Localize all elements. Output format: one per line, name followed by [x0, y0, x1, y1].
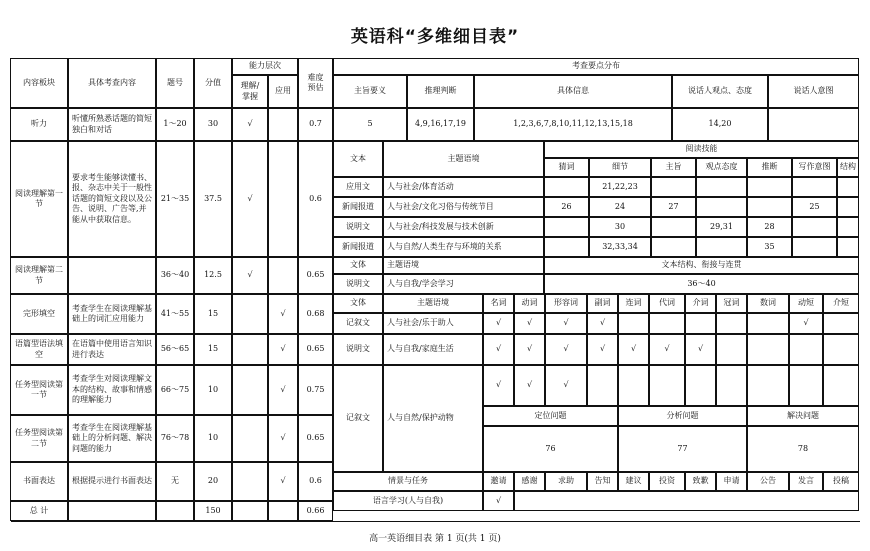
- cloze-score: 15: [194, 294, 232, 334]
- writing-type: 公告: [747, 472, 789, 491]
- total-label: 总 计: [10, 501, 68, 521]
- header-difficulty: 难度预估: [298, 58, 333, 108]
- pos-conjunction: 连词: [618, 294, 649, 313]
- skill-infer: 推断: [747, 158, 792, 177]
- reading1-row-infer: 28: [747, 217, 792, 237]
- writing-type: 邀请: [483, 472, 514, 491]
- check-mark: √: [232, 141, 268, 257]
- empty-cell: [823, 334, 859, 365]
- check-mark: √: [483, 334, 514, 365]
- dist-header-view: 说话人观点、态度: [672, 75, 768, 108]
- listening-detail-value: 1,2,3,6,7,8,10,11,12,13,15,18: [474, 108, 672, 141]
- reading1-row-view: 29,31: [696, 217, 747, 237]
- reading2-difficulty: 0.65: [298, 257, 333, 294]
- task1-module: 任务型阅读第一节: [10, 365, 68, 415]
- task1-content: 考查学生对阅读理解文本的结构、故事和情感的理解能力: [68, 365, 156, 415]
- empty-cell: [823, 365, 859, 406]
- pos-pronoun: 代词: [649, 294, 685, 313]
- empty-cell: [587, 365, 618, 406]
- grammar-difficulty: 0.65: [298, 334, 333, 365]
- reading1-row-infer: [747, 197, 792, 217]
- reading1-row-text: 新闻报道: [333, 237, 383, 257]
- cloze-difficulty: 0.68: [298, 294, 333, 334]
- reading1-row-guess: 26: [544, 197, 589, 217]
- reading1-row-intent: 25: [792, 197, 837, 217]
- reading1-row-structure: [837, 237, 859, 257]
- task2-difficulty: 0.65: [298, 415, 333, 462]
- check-mark: √: [268, 365, 298, 415]
- reading1-header-theme: 主题语境: [383, 141, 544, 177]
- task2-analyze-value: 77: [618, 426, 747, 472]
- header-apply: 应用: [268, 75, 298, 108]
- reading1-row-text: 说明文: [333, 217, 383, 237]
- reading1-row-structure: [837, 217, 859, 237]
- reading1-row-main: [651, 177, 696, 197]
- reading1-row-main: [651, 217, 696, 237]
- empty-cell: [232, 365, 268, 415]
- skill-structure: 结构: [837, 158, 859, 177]
- reading2-module: 阅读理解第二节: [10, 257, 68, 294]
- writing-items: 无: [156, 462, 194, 501]
- writing-theme: 语言学习(人与自我): [333, 491, 483, 511]
- check-mark: √: [618, 334, 649, 365]
- writing-score: 20: [194, 462, 232, 501]
- empty-cell: [789, 334, 823, 365]
- skill-intent: 写作意图: [792, 158, 837, 177]
- page-title: 英语科“多维细目表”: [350, 27, 520, 47]
- reading1-header-skills: 阅读技能: [544, 141, 859, 158]
- reading1-row-intent: [792, 237, 837, 257]
- listening-difficulty: 0.7: [298, 108, 333, 141]
- reading2-theme: 人与自我/学会学习: [383, 274, 544, 294]
- check-mark: √: [649, 334, 685, 365]
- dist-header-intent: 说话人意图: [768, 75, 859, 108]
- writing-type: 建议: [618, 472, 649, 491]
- pos-verb: 动词: [514, 294, 545, 313]
- empty-cell: [716, 365, 747, 406]
- grammar-theme: 人与自我/家庭生活: [383, 334, 483, 365]
- pos-article: 冠词: [716, 294, 747, 313]
- reading1-row-text: 新闻报道: [333, 197, 383, 217]
- reading2-text: 说明文: [333, 274, 383, 294]
- spec-table: [11, 59, 860, 522]
- reading1-content: 要求考生能够读懂书、报、杂志中关于一般性话题的简短文段以及公告、说明、广告等,并能从中获取信息。: [68, 141, 156, 257]
- listening-module: 听力: [10, 108, 68, 141]
- cloze-items: 41～55: [156, 294, 194, 334]
- skill-guess: 猜词: [544, 158, 589, 177]
- task1-difficulty: 0.75: [298, 365, 333, 415]
- empty-cell: [68, 501, 156, 521]
- task1-items: 66～75: [156, 365, 194, 415]
- header-content: 具体考查内容: [68, 58, 156, 108]
- empty-cell: [747, 365, 789, 406]
- listening-infer-value: 4,9,16,17,19: [407, 108, 474, 141]
- total-score: 150: [194, 501, 232, 521]
- grammar-module: 语篇型语法填空: [10, 334, 68, 365]
- writing-type: 投资: [649, 472, 685, 491]
- header-distribution: 考查要点分布: [333, 58, 859, 75]
- dist-header-infer: 推理判断: [407, 75, 474, 108]
- empty-cell: [685, 313, 716, 334]
- empty-cell: [232, 501, 268, 521]
- dist-header-detail: 具体信息: [474, 75, 672, 108]
- listening-view-value: 14,20: [672, 108, 768, 141]
- reading2-header-text: 文体: [333, 257, 383, 274]
- header-ability: 能力层次: [232, 58, 298, 75]
- header-understand: 理解/掌握: [232, 75, 268, 108]
- task1-score: 10: [194, 365, 232, 415]
- cloze-content: 考查学生在阅读理解基础上的词汇应用能力: [68, 294, 156, 334]
- empty-cell: [232, 294, 268, 334]
- check-mark: √: [232, 257, 268, 294]
- empty-cell: [268, 141, 298, 257]
- check-mark: √: [514, 365, 545, 406]
- pos-numeral: 数词: [747, 294, 789, 313]
- check-mark: √: [483, 365, 514, 406]
- writing-difficulty: 0.6: [298, 462, 333, 501]
- check-mark: √: [545, 334, 587, 365]
- empty-cell: [685, 365, 716, 406]
- check-mark: √: [587, 313, 618, 334]
- empty-cell: [747, 334, 789, 365]
- reading1-items: 21～35: [156, 141, 194, 257]
- empty-cell: [618, 313, 649, 334]
- check-mark: √: [545, 313, 587, 334]
- cloze-header-theme: 主题语境: [383, 294, 483, 313]
- reading1-row-structure: [837, 177, 859, 197]
- reading2-score: 12.5: [194, 257, 232, 294]
- task2-items: 76～78: [156, 415, 194, 462]
- empty-cell: [268, 257, 298, 294]
- reading1-row-theme: 人与社会/科技发展与技术创新: [383, 217, 544, 237]
- listening-items: 1～20: [156, 108, 194, 141]
- check-mark: √: [483, 491, 514, 511]
- reading1-row-theme: 人与社会/体育活动: [383, 177, 544, 197]
- header-module: 内容板块: [10, 58, 68, 108]
- empty-cell: [716, 313, 747, 334]
- reading1-row-text: 应用文: [333, 177, 383, 197]
- pos-adjective: 形容词: [545, 294, 587, 313]
- empty-cell: [232, 334, 268, 365]
- reading2-value: 36～40: [544, 274, 859, 294]
- reading1-row-detail: 21,22,23: [589, 177, 651, 197]
- skill-detail: 细节: [589, 158, 651, 177]
- empty-cell: [268, 501, 298, 521]
- reading1-row-main: [651, 237, 696, 257]
- grammar-content: 在语篇中使用语言知识进行表达: [68, 334, 156, 365]
- writing-content: 根据提示进行书面表达: [68, 462, 156, 501]
- task-text: 记叙文: [333, 365, 383, 472]
- writing-type: 感谢: [514, 472, 545, 491]
- header-score: 分值: [194, 58, 232, 108]
- writing-type: 发言: [789, 472, 823, 491]
- reading1-difficulty: 0.6: [298, 141, 333, 257]
- reading1-score: 37.5: [194, 141, 232, 257]
- task2-module: 任务型阅读第二节: [10, 415, 68, 462]
- reading1-row-view: [696, 177, 747, 197]
- check-mark: √: [268, 462, 298, 501]
- pos-verb-phrase: 动短: [789, 294, 823, 313]
- listening-intent-value: [768, 108, 859, 141]
- reading1-row-guess: [544, 177, 589, 197]
- reading1-row-guess: [544, 217, 589, 237]
- check-mark: √: [587, 334, 618, 365]
- check-mark: √: [232, 108, 268, 141]
- task2-header-analyze: 分析问题: [618, 406, 747, 426]
- reading1-row-view: [696, 197, 747, 217]
- cloze-module: 完形填空: [10, 294, 68, 334]
- total-difficulty: 0.66: [298, 501, 333, 521]
- task2-solve-value: 78: [747, 426, 859, 472]
- task-theme: 人与自然/保护动物: [383, 365, 483, 472]
- empty-cell: [618, 365, 649, 406]
- reading1-row-view: [696, 237, 747, 257]
- check-mark: √: [268, 334, 298, 365]
- listening-main-value: 5: [333, 108, 407, 141]
- task2-score: 10: [194, 415, 232, 462]
- skill-main: 主旨: [651, 158, 696, 177]
- empty-cell: [716, 334, 747, 365]
- task2-header-solve: 解决问题: [747, 406, 859, 426]
- check-mark: √: [514, 334, 545, 365]
- writing-type: 致歉: [685, 472, 716, 491]
- reading1-module: 阅读理解第一节: [10, 141, 68, 257]
- writing-type: 申请: [716, 472, 747, 491]
- check-mark: √: [268, 415, 298, 462]
- task2-content: 考查学生在阅读理解基础上的分析问题、解决问题的能力: [68, 415, 156, 462]
- empty-cell: [232, 462, 268, 501]
- reading1-row-intent: [792, 217, 837, 237]
- cloze-theme: 人与社会/乐于助人: [383, 313, 483, 334]
- reading2-items: 36～40: [156, 257, 194, 294]
- check-mark: √: [268, 294, 298, 334]
- empty-cell: [514, 491, 859, 511]
- cloze-text: 记叙文: [333, 313, 383, 334]
- reading2-header-theme: 主题语境: [383, 257, 544, 274]
- reading1-row-detail: 30: [589, 217, 651, 237]
- check-mark: √: [545, 365, 587, 406]
- reading1-row-guess: [544, 237, 589, 257]
- writing-type: 求助: [545, 472, 587, 491]
- listening-content: 听懂所熟悉话题的简短独白和对话: [68, 108, 156, 141]
- writing-header-theme: 情景与任务: [333, 472, 483, 491]
- empty-cell: [823, 313, 859, 334]
- reading1-row-detail: 24: [589, 197, 651, 217]
- empty-cell: [649, 365, 685, 406]
- reading1-row-structure: [837, 197, 859, 217]
- empty-cell: [649, 313, 685, 334]
- task2-header-locate: 定位问题: [483, 406, 618, 426]
- grammar-score: 15: [194, 334, 232, 365]
- pos-adverb: 副词: [587, 294, 618, 313]
- reading1-row-main: 27: [651, 197, 696, 217]
- empty-cell: [232, 415, 268, 462]
- pos-noun: 名词: [483, 294, 514, 313]
- header-item-no: 题号: [156, 58, 194, 108]
- writing-type: 告知: [587, 472, 618, 491]
- empty-cell: [156, 501, 194, 521]
- skill-view: 观点态度: [696, 158, 747, 177]
- page-footer: 高一英语细目表 第 1 页(共 1 页): [369, 534, 501, 544]
- reading1-header-text: 文本: [333, 141, 383, 177]
- pos-preposition: 介词: [685, 294, 716, 313]
- check-mark: √: [483, 313, 514, 334]
- writing-type: 投稿: [823, 472, 859, 491]
- reading1-row-detail: 32,33,34: [589, 237, 651, 257]
- reading1-row-infer: [747, 177, 792, 197]
- empty-cell: [68, 257, 156, 294]
- reading1-row-theme: 人与社会/文化习俗与传统节目: [383, 197, 544, 217]
- reading2-header-structure: 文本结构、衔接与连贯: [544, 257, 859, 274]
- check-mark: √: [514, 313, 545, 334]
- check-mark: √: [685, 334, 716, 365]
- task2-locate-value: 76: [483, 426, 618, 472]
- grammar-text: 说明文: [333, 334, 383, 365]
- empty-cell: [268, 108, 298, 141]
- listening-score: 30: [194, 108, 232, 141]
- empty-cell: [789, 365, 823, 406]
- grammar-items: 56～65: [156, 334, 194, 365]
- empty-cell: [747, 313, 789, 334]
- check-mark: √: [789, 313, 823, 334]
- pos-prep-phrase: 介短: [823, 294, 859, 313]
- dist-header-main: 主旨要义: [333, 75, 407, 108]
- cloze-header-text: 文体: [333, 294, 383, 313]
- reading1-row-intent: [792, 177, 837, 197]
- reading1-row-theme: 人与自然/人类生存与环境的关系: [383, 237, 544, 257]
- writing-module: 书面表达: [10, 462, 68, 501]
- reading1-row-infer: 35: [747, 237, 792, 257]
